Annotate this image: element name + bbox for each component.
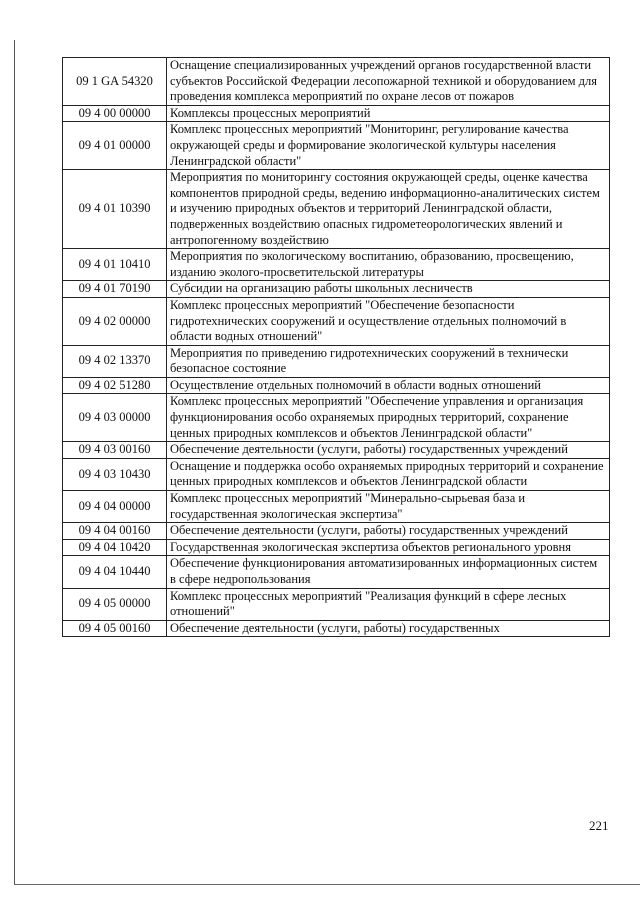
classification-code: 09 4 01 00000 bbox=[63, 122, 167, 170]
item-description: Комплекс процессных мероприятий "Реализация функций в сфере лесных отношений" bbox=[167, 588, 610, 620]
item-description: Мероприятия по мониторингу состояния окружающей среды, оценке качества компонентов природной среды, ведению информационно-аналитических систем и изучению природных объектов и территорий Ленинградской области, подверженных воздействию опасных гидрометеорологических явлений и антропогенному воздействию bbox=[167, 170, 610, 249]
table-row bbox=[63, 458, 610, 490]
classification-code: 09 4 04 00000 bbox=[63, 491, 167, 523]
budget-classification-table bbox=[62, 57, 610, 637]
table-row bbox=[63, 377, 610, 394]
item-description: Оснащение специализированных учреждений органов государственной власти субъектов Российской Федерации лесопожарной техникой и оборудованием для проведения комплекса мероприятий по охране лесов от пожаров bbox=[167, 58, 610, 106]
table-row bbox=[63, 442, 610, 459]
classification-code: 09 4 04 00160 bbox=[63, 523, 167, 540]
item-description: Обеспечение деятельности (услуги, работы) государственных учреждений bbox=[167, 442, 610, 459]
table-body bbox=[63, 58, 610, 637]
classification-code: 09 4 05 00160 bbox=[63, 620, 167, 637]
table-row bbox=[63, 620, 610, 637]
item-description: Оснащение и поддержка особо охраняемых природных территорий и сохранение ценных природных комплексов и объектов Ленинградской области bbox=[167, 458, 610, 490]
classification-code: 09 4 04 10440 bbox=[63, 556, 167, 588]
classification-code: 09 4 02 51280 bbox=[63, 377, 167, 394]
item-description: Комплекс процессных мероприятий "Обеспечение безопасности гидротехнических сооружений и осуществление отдельных полномочий в области водных отношений" bbox=[167, 297, 610, 345]
table-row bbox=[63, 394, 610, 442]
classification-code: 09 4 03 00160 bbox=[63, 442, 167, 459]
classification-code: 09 4 04 10420 bbox=[63, 539, 167, 556]
page-number: 221 bbox=[589, 818, 609, 833]
table-row bbox=[63, 122, 610, 170]
item-description: Комплекс процессных мероприятий "Обеспечение управления и организация функционирования особо охраняемых природных территорий, сохранение ценных природных комплексов и объектов Ленинградской области" bbox=[167, 394, 610, 442]
item-description: Обеспечение деятельности (услуги, работы) государственных bbox=[167, 620, 610, 637]
table-row bbox=[63, 523, 610, 540]
item-description: Обеспечение деятельности (услуги, работы) государственных учреждений bbox=[167, 523, 610, 540]
classification-code: 09 4 03 10430 bbox=[63, 458, 167, 490]
scan-left-edge bbox=[14, 40, 15, 885]
classification-code: 09 4 01 70190 bbox=[63, 281, 167, 298]
item-description: Комплексы процессных мероприятий bbox=[167, 105, 610, 122]
item-description: Субсидии на организацию работы школьных лесничеств bbox=[167, 281, 610, 298]
classification-code: 09 4 02 00000 bbox=[63, 297, 167, 345]
table-row bbox=[63, 105, 610, 122]
item-description: Комплекс процессных мероприятий "Минерально-сырьевая база и государственная экологическая экспертиза" bbox=[167, 491, 610, 523]
table-row bbox=[63, 249, 610, 281]
table-row bbox=[63, 170, 610, 249]
classification-code: 09 4 02 13370 bbox=[63, 345, 167, 377]
classification-code: 09 4 01 10390 bbox=[63, 170, 167, 249]
classification-code: 09 4 00 00000 bbox=[63, 105, 167, 122]
item-description: Государственная экологическая экспертиза объектов регионального уровня bbox=[167, 539, 610, 556]
table-row bbox=[63, 58, 610, 106]
table-row bbox=[63, 345, 610, 377]
classification-code: 09 4 01 10410 bbox=[63, 249, 167, 281]
item-description: Осуществление отдельных полномочий в области водных отношений bbox=[167, 377, 610, 394]
classification-code: 09 4 03 00000 bbox=[63, 394, 167, 442]
table-row bbox=[63, 539, 610, 556]
item-description: Обеспечение функционирования автоматизированных информационных систем в сфере недропользования bbox=[167, 556, 610, 588]
table-row bbox=[63, 297, 610, 345]
table-row bbox=[63, 588, 610, 620]
table-row bbox=[63, 281, 610, 298]
classification-code: 09 4 05 00000 bbox=[63, 588, 167, 620]
item-description: Мероприятия по экологическому воспитанию, образованию, просвещению, изданию эколого-просветительской литературы bbox=[167, 249, 610, 281]
classification-code: 09 1 GA 54320 bbox=[63, 58, 167, 106]
table-row bbox=[63, 556, 610, 588]
scan-bottom-edge bbox=[14, 884, 640, 885]
item-description: Комплекс процессных мероприятий "Мониторинг, регулирование качества окружающей среды и формирование экологической культуры населения Ленинградской области" bbox=[167, 122, 610, 170]
table-row bbox=[63, 491, 610, 523]
item-description: Мероприятия по приведению гидротехнических сооружений в технически безопасное состояние bbox=[167, 345, 610, 377]
